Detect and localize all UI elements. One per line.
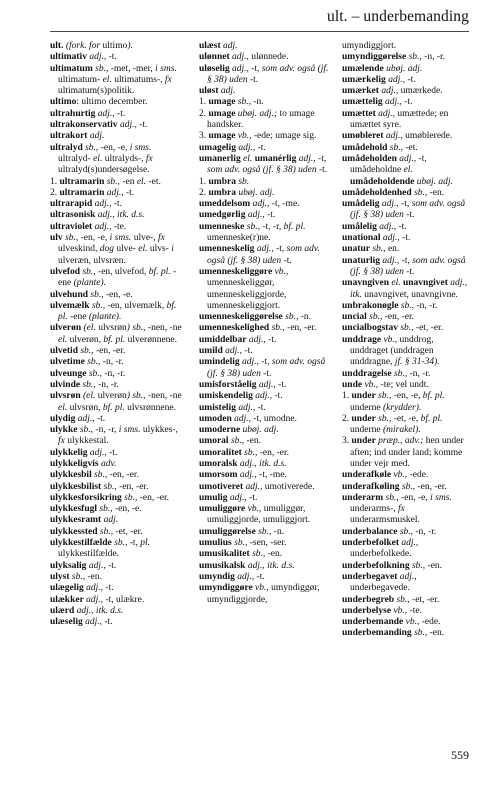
dictionary-entry: ulægelig adj., -t. xyxy=(50,583,114,594)
dictionary-entry: umindelig adj., -t, som adv. også (jf. § 38) uden -t. xyxy=(199,357,326,379)
dictionary-entry: umådeholdenhed sb., -en. xyxy=(342,187,445,198)
dictionary-entry: 2. ultramarin adj., -t. xyxy=(50,187,135,198)
dictionary-entry: ulæst adj. xyxy=(199,41,238,51)
dictionary-entry: umoralitet sb., -en, -er. xyxy=(199,447,289,458)
dictionary-entry: umenneskelighed sb., -en, -er. xyxy=(199,323,317,334)
dictionary-entry: unaturlig adj., -t, som adv. også (jf. § 38) uden -t. xyxy=(342,255,466,277)
dictionary-entry: uløselig adj., -t, som adv. også (jf. § 38) uden -t. xyxy=(199,63,329,85)
dictionary-entry: ulærd adj., itk. d.s. xyxy=(50,605,124,616)
dictionary-entry: 3. under præp., adv.; hen under aften; ind under land; komme under vejr med. xyxy=(342,436,464,469)
dictionary-entry: ulæselig adj., -t. xyxy=(50,617,113,628)
dictionary-entry: umusikalitet sb., -en. xyxy=(199,549,283,560)
dictionary-entry: ulønnet adj., ulønnede. xyxy=(199,52,289,63)
dictionary-entry: umulius sb., -sen, -ser. xyxy=(199,538,287,549)
dictionary-entry: umyndiggørelse sb., -n, -r. xyxy=(342,52,446,63)
dictionary-entry: umålelig adj., -t. xyxy=(342,221,407,232)
dictionary-entry: umærket adj., umærkede. xyxy=(342,86,443,97)
dictionary-entry: umenneskeliggørelse sb., -n. xyxy=(199,312,311,323)
dictionary-entry: ulvehund sb., -en, -e. xyxy=(50,289,133,300)
dictionary-entry: unddrage vb., unddrog, unddraget (unddragen unddragne, jf. § 31-34). xyxy=(342,334,440,368)
dictionary-entry: 2. umage ubøj. adj.; to umage handsker. xyxy=(199,108,315,131)
dictionary-entry: 3. umage vb., -ede; umage sig. xyxy=(199,131,317,142)
dictionary-entry: umuliggørelse sb., -n. xyxy=(199,526,285,537)
dictionary-entry: umenneskeliggøre vb., umenneskeliggør, umenneskeliggjorde, umenneskeliggjort. xyxy=(199,266,289,311)
dictionary-entry: underarm sb., -en, -e, i sms. underarms-, fx underarmsmuskel. xyxy=(342,492,452,526)
dictionary-entry: 2. under sb., -et, -e, bf. pl. underne (mirakel). xyxy=(342,413,443,436)
dictionary-entry: underbemanding sb., -en. xyxy=(342,628,445,639)
dictionary-entry: ultrarapid adj., -t. xyxy=(50,199,123,210)
dictionary-entry: ulykkessted sb., -et, -er. xyxy=(50,526,143,537)
dictionary-entry: umisforståelig adj., -t. xyxy=(199,379,287,390)
dictionary-entry: uløst adj. xyxy=(199,86,236,97)
dictionary-entry: umærkelig adj., -t. xyxy=(342,74,416,85)
running-header: ult. – underbemanding xyxy=(326,8,469,25)
dictionary-entry: umusikalsk adj., itk. d.s. xyxy=(199,560,295,571)
dictionary-entry: umyndiggjort. xyxy=(342,41,397,51)
dictionary-entry: underbegavet adj., underbegavede. xyxy=(342,571,417,594)
dictionary-entry: ulyksalig adj., -t. xyxy=(50,560,117,571)
dictionary-entry: umanerlig el. umanérlig adj., -t, som adv. også (jf. § 38) uden -t. xyxy=(199,153,328,176)
dictionary-entry: ultralyd sb., -en, -e, i sms. ultralyd- el. ultralyds-, fx ultralyd(s)undersøgelse. xyxy=(50,142,153,176)
dictionary-entry: ulvemælk sb., -en, ulvemælk, bf. pl. -ene (plante). xyxy=(50,300,177,323)
dictionary-entry: ulvetime sb., -n, -r. xyxy=(50,357,124,368)
dictionary-entry: ulverøn (el. ulvsrøn) sb., -nen, -ne el. ulverøn, bf. pl. ulverønnene. xyxy=(50,323,182,345)
dictionary-entry: umoden adj., -t, umodne. xyxy=(199,413,297,424)
dictionary-entry: umotiveret adj., umotiverede. xyxy=(199,481,315,492)
dictionary-entry: ulækker adj., -t, ulækre. xyxy=(50,594,145,605)
dictionary-entry: ultrasonisk adj., itk. d.s. xyxy=(50,210,145,221)
dictionary-entry: 2. umbra ubøj. adj. xyxy=(199,187,275,198)
dictionary-entry: ult. (fork. for ultimo). xyxy=(50,41,133,51)
dictionary-entry: ultrakort adj. xyxy=(50,131,105,142)
dictionary-entry: umeddelsom adj., -t, -me. xyxy=(199,199,300,210)
dictionary-entry: umoral sb., -en. xyxy=(199,436,262,447)
dictionary-entry: ulykkesforsikring sb., -en, -er. xyxy=(50,492,170,503)
dictionary-entry: ulykkesbilist sb., -en, -er. xyxy=(50,481,149,492)
dictionary-entry: ulykkelig adj., -t. xyxy=(50,447,118,458)
dictionary-entry: umistelig adj., -t. xyxy=(199,402,266,413)
dictionary-entry: underbefolkning sb., -en. xyxy=(342,560,443,571)
page-number: 559 xyxy=(451,748,469,762)
dictionary-entry: unatur sb., en. xyxy=(342,244,400,255)
dictionary-entry: umælende ubøj. adj. xyxy=(342,63,423,74)
dictionary-entry: ulykkesfugl sb., -en, -e. xyxy=(50,504,142,515)
dictionary-entry: ultimo: ultimo december. xyxy=(50,97,148,108)
dictionary-entry: umiddelbar adj., -t. xyxy=(199,334,277,345)
dictionary-entry: 1. under sb., -en, -e, bf. pl. underne (krydder). xyxy=(342,391,445,413)
dictionary-entry: ultimatum sb., -met, -mer, i sms. ultimatum- el. ultimatums-, fx ultimatum(s)politik. xyxy=(50,63,177,97)
dictionary-entry: ultraviolet adj., -te. xyxy=(50,221,127,232)
dictionary-entry: ulvinde sb., -n, -r. xyxy=(50,379,119,390)
dictionary-entry: ulykkeligvis adv. xyxy=(50,458,117,469)
dictionary-entry: umuliggøre vb., umuliggør, umuliggjorde, umuliggjort. xyxy=(199,504,311,526)
dictionary-entry: umådeholden adj., -t, umådeholdne el. umådeholdende ubøj. adj. xyxy=(342,153,453,187)
dictionary-entry: ulykkesramt adj. xyxy=(50,515,119,526)
column-2 xyxy=(199,41,331,606)
dictionary-entry: ultrahurtig adj., -t. xyxy=(50,108,126,119)
dictionary-entry: unbrakonøgle sb., -n, -r. xyxy=(342,300,438,311)
dictionary-entry: ultimativ adj., -t. xyxy=(50,52,117,63)
dictionary-entry: underbemande vb., -ede. xyxy=(342,617,441,628)
dictionary-entry: umild adj., -t. xyxy=(199,346,253,357)
dictionary-entry: umådehold sb., -et. xyxy=(342,142,418,153)
dictionary-entry: umyndiggøre vb., umyndiggør, umyndiggjorde, xyxy=(199,583,320,605)
dictionary-entry: umenneske sb., -t, -r, bf. pl. umenneske(r)ne. xyxy=(199,221,306,244)
dictionary-entry: umenneskelig adj., -t, som adv. også (jf. § 38) uden -t. xyxy=(199,244,320,266)
dictionary-entry: umorsom adj., -t, -me. xyxy=(199,470,287,481)
dictionary-entry: umættet adj., umættede; en umættet syre. xyxy=(342,108,449,131)
dictionary-entry: ulvetid sb., -en, -er. xyxy=(50,346,126,357)
dictionary-entry: ulvsrøn (el. ulverøn) sb., -nen, -ne el. ulvsrøn, bf. pl. ulvsrønnene. xyxy=(50,391,182,413)
dictionary-entry: unde vb., -te; vel undt. xyxy=(342,379,429,390)
dictionary-entry: ulydig adj., -t. xyxy=(50,413,106,424)
dictionary-entry: unddragelse sb., -n, -r. xyxy=(342,368,431,379)
dictionary-entry: uncial sb., -en, -er. xyxy=(342,312,415,323)
dictionary-entry: umådelig adj., -t, som adv. også (jf. § 38) uden -t. xyxy=(342,199,466,221)
dictionary-entry: ulykkesbil sb., -en, -er. xyxy=(50,470,139,481)
dictionary-entry: ulveunge sb., -n, -r. xyxy=(50,368,126,379)
dictionary-entry: umøbleret adj., umøblerede. xyxy=(342,131,453,142)
dictionary-entry: umættelig adj., -t. xyxy=(342,97,413,108)
dictionary-entry: umiskendelig adj., -t. xyxy=(199,391,283,402)
dictionary-entry: umagelig adj., -t. xyxy=(199,142,266,153)
header-rule xyxy=(50,31,469,32)
dictionary-entry: ultrakonservativ adj., -t. xyxy=(50,120,148,131)
dictionary-entry: ulykke sb., -n, -r, i sms. ulykkes-, fx ulykkestal. xyxy=(50,425,178,447)
dictionary-entry: umulig adj., -t. xyxy=(199,492,258,503)
dictionary-entry: underbefolket adj., underbefolkede. xyxy=(342,538,419,560)
dictionary-entry: uncialbogstav sb., -et, -er. xyxy=(342,323,444,334)
dictionary-entry: ulv sb., -en, -e, i sms. ulve-, fx ulveskind, dog ulve- el. ulvs- i ulveræn, ulvsræn. xyxy=(50,233,174,266)
dictionary-entry: underbegreb sb., -et, -er. xyxy=(342,594,440,605)
dictionary-entry: unational adj., -t. xyxy=(342,233,411,244)
dictionary-entry: umoderne ubøj. adj. xyxy=(199,425,279,436)
dictionary-entry: ulykkestilfælde sb., -t, pl. ulykkestilfælde. xyxy=(50,538,151,560)
column-1 xyxy=(50,41,182,628)
dictionary-entry: umedgørlig adj., -t. xyxy=(199,210,276,221)
column-3 xyxy=(342,41,470,640)
dictionary-entry: 1. umage sb., -n. xyxy=(199,97,264,108)
dictionary-entry: underbalance sb., -n, -r. xyxy=(342,526,437,537)
dictionary-entry: umoralsk adj., itk. d.s. xyxy=(199,458,287,469)
dictionary-entry: underafkøle vb., -ede. xyxy=(342,470,429,481)
dictionary-entry: 1. ultramarin sb., -en el. -et. xyxy=(50,176,161,187)
dictionary-entry: ulvefod sb., -en, ulvefod, bf. pl. -ene (plante). xyxy=(50,266,177,289)
dictionary-entry: 1. umbra sb. xyxy=(199,176,250,187)
dictionary-entry: ulyst sb., -en. xyxy=(50,571,103,582)
dictionary-entry: underbelyse vb., -te. xyxy=(342,605,422,616)
dictionary-entry: underafkøling sb., -en, -er. xyxy=(342,481,447,492)
dictionary-entry: umyndig adj., -t. xyxy=(199,571,265,582)
dictionary-entry: unavngiven el. unavngivet adj., itk. unavngivet, unavngivne. xyxy=(342,278,468,300)
